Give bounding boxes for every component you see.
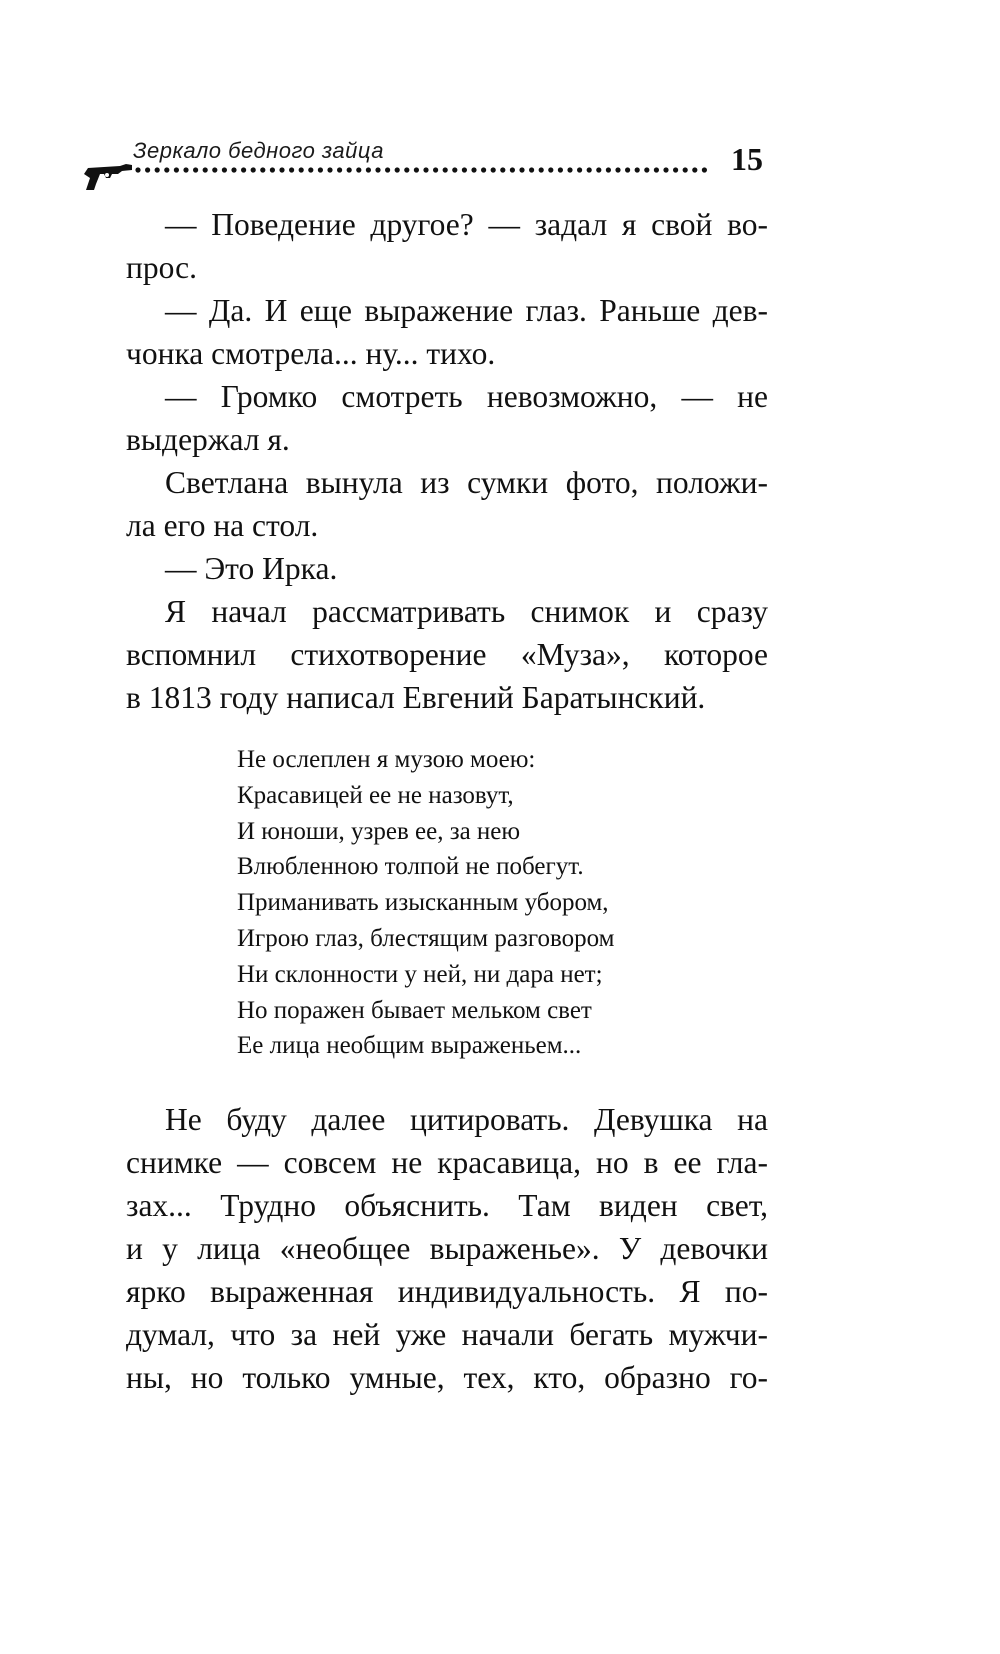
paragraph bbox=[126, 461, 768, 547]
poem-line: Ни склонности у ней, ни дара нет; bbox=[237, 960, 603, 988]
text-line: Светлана вынула из сумки фото, положи- bbox=[165, 465, 768, 500]
paragraph bbox=[126, 547, 768, 590]
text-line: думал, что за ней уже начали бегать мужчи- bbox=[126, 1317, 768, 1352]
text-line: зах... Трудно объяснить. Там виден свет, bbox=[126, 1188, 768, 1223]
poem-line: Красавицей ее не назовут, bbox=[237, 781, 514, 809]
text-line: Не буду далее цитировать. Девушка на bbox=[165, 1102, 768, 1137]
paragraph bbox=[126, 289, 768, 375]
paragraph bbox=[126, 203, 768, 289]
text-line: выдержал я. bbox=[126, 422, 290, 457]
poem-line: Не ослеплен я музою моею: bbox=[237, 746, 536, 773]
text-line: снимке — совсем не красавица, но в ее гла- bbox=[126, 1145, 768, 1180]
text-line: ны, но только умные, тех, кто, образно го- bbox=[126, 1360, 768, 1395]
poem-line: Влюбленною толпой не побегут. bbox=[237, 853, 584, 881]
body-text-bottom bbox=[126, 1098, 768, 1399]
leader-dots bbox=[134, 165, 714, 175]
text-line: и у лица «необщее выраженье». У девочки bbox=[126, 1231, 768, 1266]
poem-line: И юноши, узрев ее, за нею bbox=[237, 817, 521, 845]
body-text-top bbox=[126, 203, 768, 719]
poem-line: Но поражен бывает мельком свет bbox=[237, 996, 592, 1024]
text-line: в 1813 году написал Евгений Баратынский. bbox=[126, 680, 706, 715]
text-line: — Поведение другое? — задал я свой во- bbox=[165, 207, 768, 242]
text-line: вспомнил стихотворение «Муза», которое bbox=[126, 637, 768, 672]
running-title: Зеркало бедного зайца bbox=[133, 138, 384, 163]
text-line: ла его на стол. bbox=[126, 508, 319, 543]
text-line: ярко выраженная индивидуальность. Я по- bbox=[126, 1274, 768, 1309]
poem-line: Игрою глаз, блестящим разговором bbox=[237, 924, 615, 952]
paragraph bbox=[126, 375, 768, 461]
poem-line: Ее лица необщим выраженьем... bbox=[237, 1032, 582, 1060]
paragraph bbox=[126, 590, 768, 719]
text-line: — Да. И еще выражение глаз. Раньше дев- bbox=[165, 293, 768, 328]
page-number: 15 bbox=[731, 141, 763, 177]
text-line: Я начал рассматривать снимок и сразу bbox=[165, 594, 768, 629]
text-line: — Громко смотреть невозможно, — не bbox=[165, 379, 768, 414]
poem-block bbox=[237, 742, 614, 1064]
text-line: прос. bbox=[126, 250, 197, 285]
text-line: чонка смотрела... ну... тихо. bbox=[126, 336, 496, 371]
poem-line: Приманивать изысканным убором, bbox=[237, 889, 609, 917]
text-line: — Это Ирка. bbox=[165, 551, 338, 586]
page-header bbox=[0, 0, 1000, 200]
revolver-icon bbox=[82, 160, 134, 192]
